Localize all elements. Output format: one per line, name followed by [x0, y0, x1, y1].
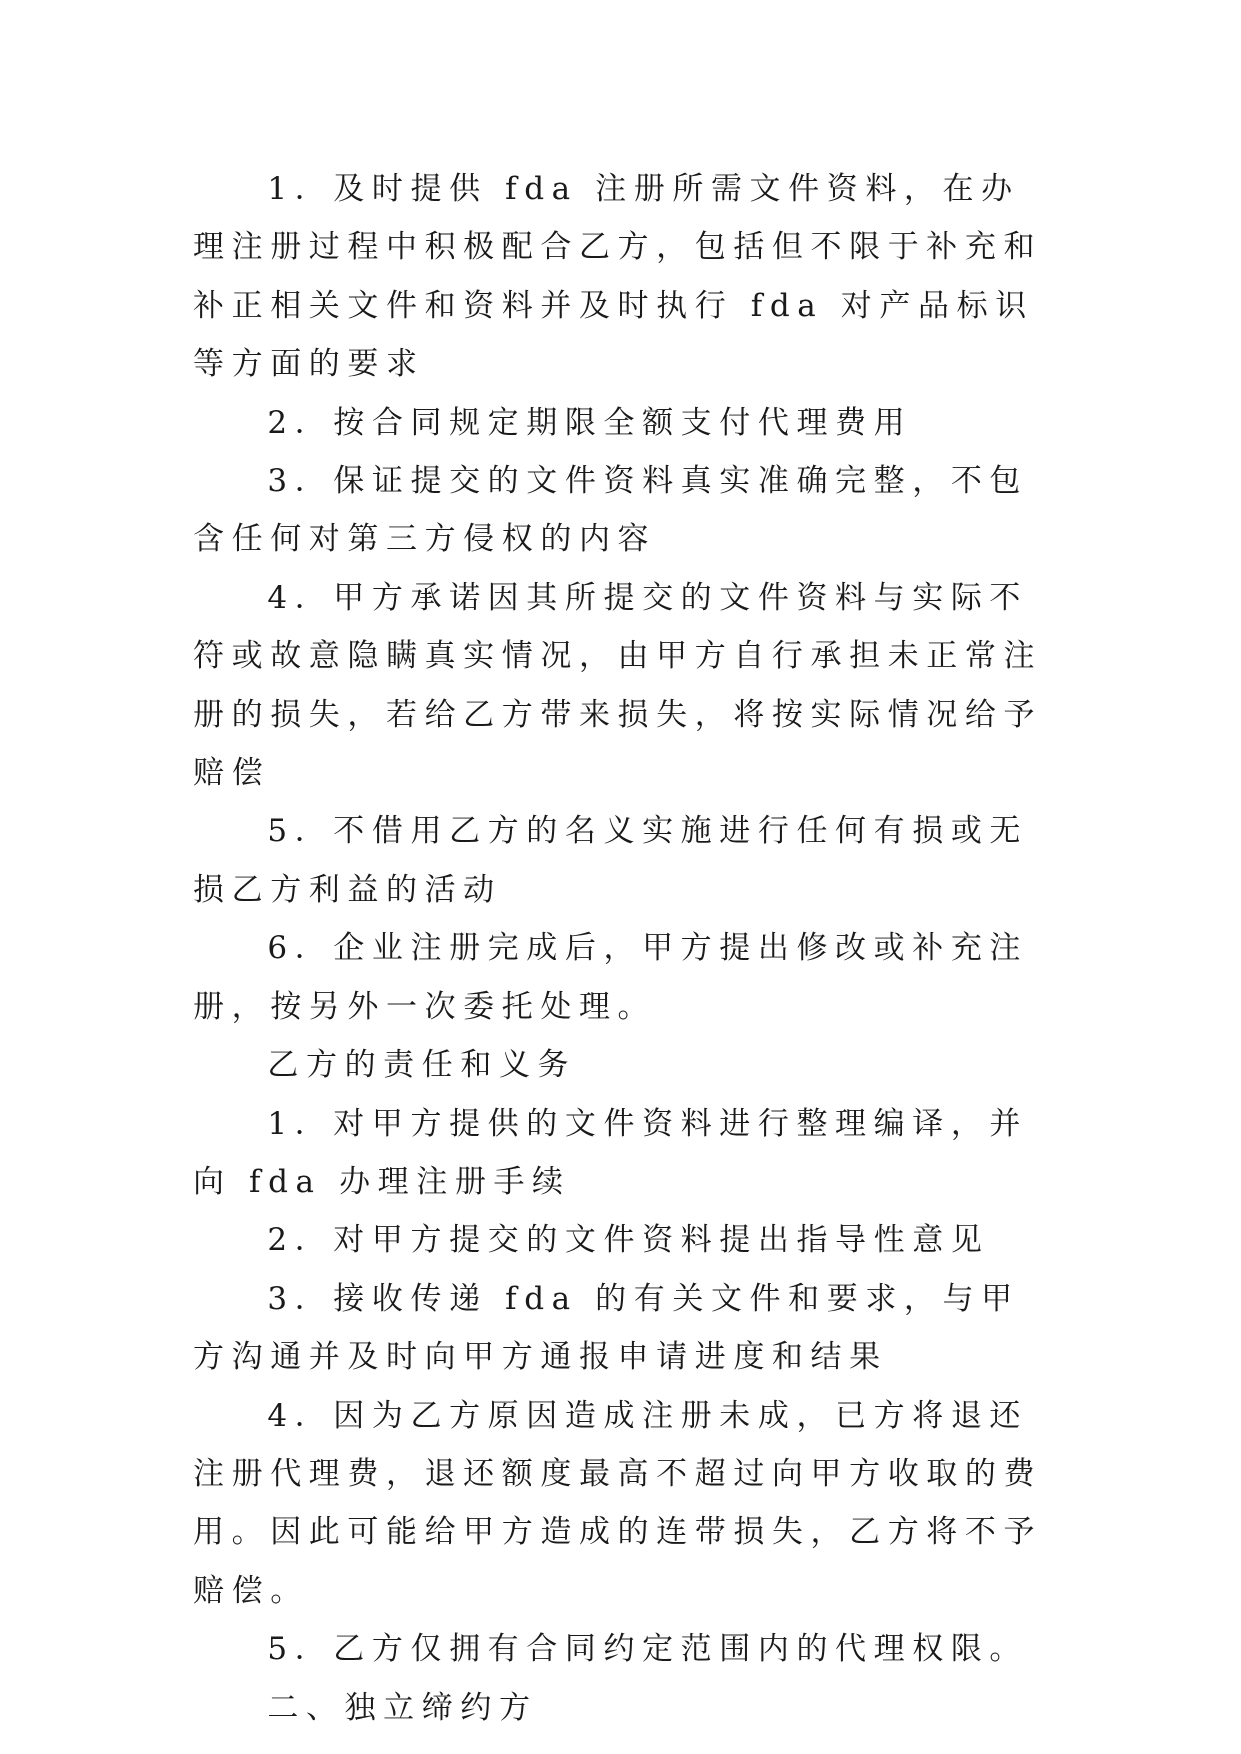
paragraph-party-a-item-1: 1．及时提供 fda 注册所需文件资料，在办理注册过程中积极配合乙方，包括但不限于补充和补正相关文件和资料并及时执行 fda 对产品标识等方面的要求	[193, 171, 1043, 383]
paragraph-party-a-item-5: 5．不借用乙方的名义实施进行任何有损或无损乙方利益的活动	[193, 813, 1029, 908]
paragraph-party-a-item-2: 2．按合同规定期限全额支付代理费用	[267, 404, 913, 441]
paragraph-party-b-item-3: 3．接收传递 fda 的有关文件和要求，与甲方沟通并及时向甲方通报申请进度和结果	[193, 1280, 1020, 1376]
paragraph-party-a-item-6: 6．企业注册完成后，甲方提出修改或补充注册，按另外一次委托处理。	[193, 930, 1029, 1025]
paragraph-party-b-item-2: 2．对甲方提交的文件资料提出指导性意见	[267, 1222, 990, 1259]
paragraph-party-b-item-5: 5．乙方仅拥有合同约定范围内的代理权限。	[267, 1631, 1029, 1668]
section-heading-independent-parties: 二、独立缔约方	[267, 1689, 538, 1726]
paragraph-party-a-item-4: 4．甲方承诺因其所提交的文件资料与实际不符或故意隐瞒真实情况，由甲方自行承担未正常注册的损失，若给乙方带来损失，将按实际情况给予赔偿	[193, 579, 1043, 792]
section-heading-party-b: 乙方的责任和义务	[267, 1047, 577, 1084]
paragraph-party-b-item-4: 4．因为乙方原因造成注册未成，已方将退还注册代理费，退还额度最高不超过向甲方收取的费用。因此可能给甲方造成的连带损失，乙方将不予赔偿。	[193, 1397, 1043, 1609]
document-page	[193, 160, 1055, 1737]
paragraph-party-a-item-3: 3．保证提交的文件资料真实准确完整，不包含任何对第三方侵权的内容	[193, 463, 1029, 558]
paragraph-party-b-item-1: 1．对甲方提供的文件资料进行整理编译，并向 fda 办理注册手续	[193, 1105, 1029, 1200]
